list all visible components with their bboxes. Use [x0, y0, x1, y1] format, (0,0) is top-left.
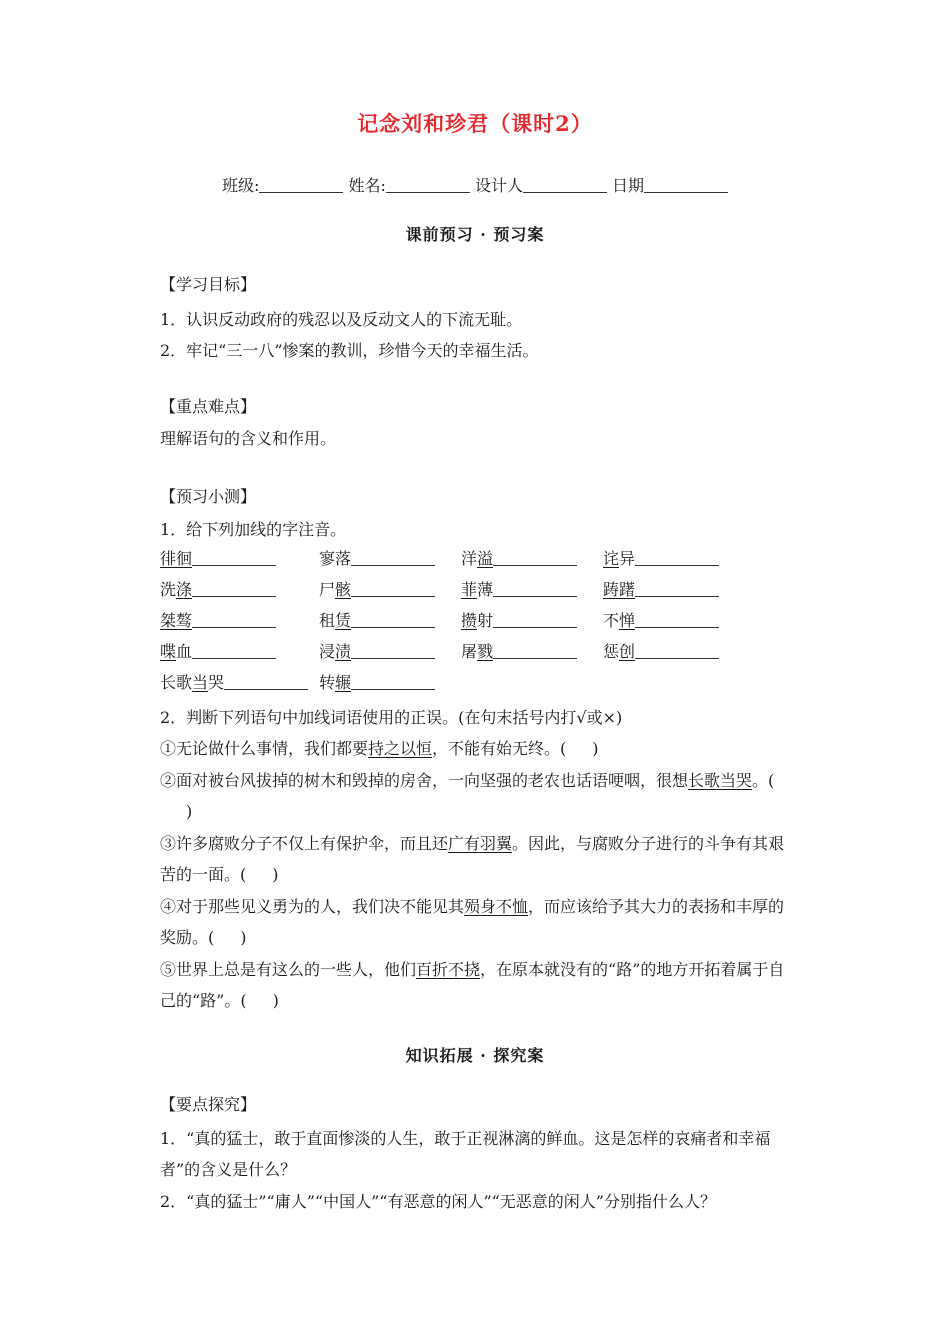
grid-row — [160, 577, 792, 608]
judgement-sentence: ⑤世界上总是有这么的一些人，他们百折不挠，在原本就没有的“路”的地方开拓着属于自己的“路”。( ) — [160, 960, 785, 1010]
name-label: 姓名: — [348, 176, 386, 195]
goals-heading: 【学习目标】 — [160, 275, 257, 294]
inquiry-item: 1．“真的猛士，敢于直面惨淡的人生，敢于正视淋漓的鲜血。这是怎样的哀痛者和幸福者”的含义是什么？ — [160, 1129, 771, 1179]
word-item: 不惮 — [603, 608, 719, 631]
grid-row — [160, 546, 792, 577]
word-item: 菲薄 — [461, 577, 577, 600]
answer-blank[interactable] — [493, 551, 577, 566]
answer-blank[interactable] — [351, 582, 435, 597]
word-item: 徘徊 — [160, 546, 276, 569]
quiz-heading: 【预习小测】 — [160, 487, 257, 506]
word-item: 浸渍 — [319, 639, 435, 662]
answer-blank[interactable] — [224, 675, 308, 690]
page-title: 记念刘和珍君（课时2） — [357, 111, 593, 136]
word-item: 洋溢 — [461, 546, 577, 569]
word-item: 喋血 — [160, 639, 276, 662]
answer-blank[interactable] — [493, 582, 577, 597]
answer-blank[interactable] — [635, 644, 719, 659]
inquiry-item: 2．“真的猛士”“庸人”“中国人”“有恶意的闲人”“无恶意的闲人”分别指什么人？ — [160, 1192, 716, 1211]
answer-blank[interactable] — [351, 613, 435, 628]
pinyin-grid — [160, 546, 792, 701]
judgement-sentence: ③许多腐败分子不仅上有保护伞，而且还广有羽翼。因此，与腐败分子进行的斗争有其艰苦的一面。( ) — [160, 834, 785, 884]
quiz-question-2: 2．判断下列语句中加线词语使用的正误。(在句末括号内打√或×) — [160, 708, 623, 727]
word-item: 租赁 — [319, 608, 435, 631]
word-item: 长歌当哭 — [160, 670, 308, 693]
answer-blank[interactable] — [351, 675, 435, 690]
class-label: 班级: — [221, 176, 260, 195]
section-explore-title: 知识拓展 · 探究案 — [405, 1046, 545, 1065]
key-points-heading: 【重点难点】 — [160, 397, 257, 416]
answer-blank[interactable] — [635, 582, 719, 597]
word-item: 洗涤 — [160, 577, 276, 600]
word-item: 惩创 — [603, 639, 719, 662]
date-label: 日期 — [612, 176, 645, 195]
word-item: 踌躇 — [603, 577, 719, 600]
word-item: 尸骸 — [319, 577, 435, 600]
designer-blank[interactable] — [523, 178, 607, 193]
answer-blank[interactable] — [192, 644, 276, 659]
designer-label: 设计人 — [474, 176, 523, 195]
answer-blank[interactable] — [635, 613, 719, 628]
class-blank[interactable] — [259, 178, 343, 193]
judgement-sentence: ②面对被台风拔掉的树木和毁掉的房舍，一向坚强的老农也话语哽咽，很想长歌当哭。() — [160, 771, 775, 821]
answer-blank[interactable] — [192, 613, 276, 628]
quiz-question-1: 1．给下列加线的字注音。 — [160, 520, 347, 539]
student-info-line — [0, 173, 950, 196]
grid-row — [160, 639, 792, 670]
answer-blank[interactable] — [351, 551, 435, 566]
answer-blank[interactable] — [351, 644, 435, 659]
grid-row — [160, 670, 792, 701]
inquiry-heading: 【要点探究】 — [160, 1095, 257, 1114]
section-preview-title: 课前预习 · 预习案 — [405, 225, 545, 244]
answer-blank[interactable] — [192, 551, 276, 566]
answer-blank[interactable] — [192, 582, 276, 597]
word-item: 寥落 — [319, 546, 435, 569]
judgement-sentence: ④对于那些见义勇为的人，我们决不能见其殒身不恤，而应该给予其大力的表扬和丰厚的奖励。( ) — [160, 897, 785, 947]
grid-row — [160, 608, 792, 639]
answer-blank[interactable] — [493, 613, 577, 628]
word-item: 诧异 — [603, 546, 719, 569]
word-item: 屠戮 — [461, 639, 577, 662]
date-blank[interactable] — [644, 178, 728, 193]
judgement-sentence: ①无论做什么事情，我们都要持之以恒，不能有始无终。( ) — [160, 739, 599, 758]
answer-blank[interactable] — [635, 551, 719, 566]
word-item: 转辗 — [319, 670, 435, 693]
goal-item: 2．牢记“三一八”惨案的教训，珍惜今天的幸福生活。 — [160, 341, 539, 360]
answer-blank[interactable] — [493, 644, 577, 659]
word-item: 桀骜 — [160, 608, 276, 631]
goal-item: 1．认识反动政府的残忍以及反动文人的下流无耻。 — [160, 310, 523, 329]
name-blank[interactable] — [386, 178, 470, 193]
key-points-text: 理解语句的含义和作用。 — [160, 429, 337, 448]
word-item: 攒射 — [461, 608, 577, 631]
